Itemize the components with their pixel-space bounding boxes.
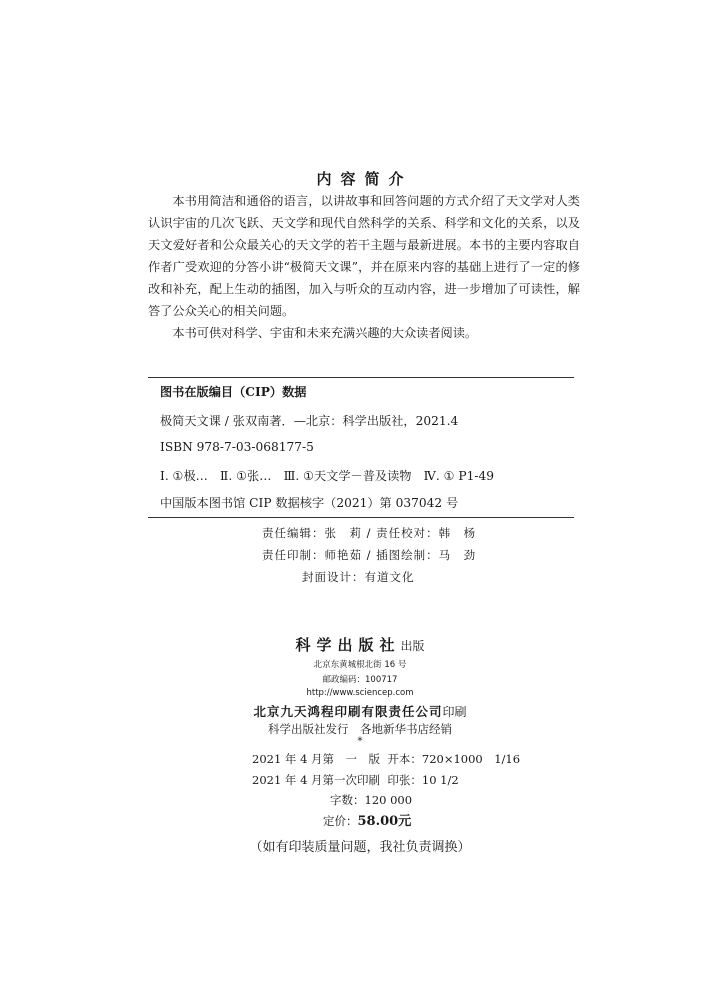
summary-body [148,190,580,344]
spec-word-count: 字数：120 000 [330,793,413,807]
publisher-postcode: 邮政编码：100717 [322,675,398,685]
cip-heading: 图书在版编目（CIP）数据 [160,385,307,399]
printer-suffix: 印刷 [442,705,467,719]
price-value: 58.00元 [357,814,412,829]
spec-edition-line [252,751,520,767]
cip-book-line: 极简天文课 / 张双南著．—北京：科学出版社，2021.4 [160,414,459,428]
separator-star: * [357,736,363,747]
credits-editor-proofreader: 责任编辑：张 莉 / 责任校对：韩 杨 [262,526,477,540]
cip-isbn: ISBN 978-7-03-068177-5 [160,440,314,454]
printer-line [0,701,720,720]
publisher-name: 科学出版社 [295,636,401,654]
publisher-suffix: 出版 [400,639,425,653]
summary-paragraph: 本书可供对科学、宇宙和未来充满兴趣的大众读者阅读。 [172,326,478,340]
spec-sheets: 印张：10 1/2 [387,773,459,787]
summary-paragraph: 本书用简洁和通俗的语言，以讲故事和回答问题的方式介绍了天文学对人类认识宇宙的几次飞跃、天文学和现代自然科学的关系、科学和文化的关系，以及天文爱好者和公众最关心的天文学的若干主题与最新进展。本书的主要内容取自作者广受欢迎的分答小讲“极简天文课”，并在原来内容的基础上进行了一定的修改和补充，配上生动的插图，加入与听众的互动内容，进一步增加了可读性，解答了公众关心的相关问题。 [148,194,580,318]
quality-notice: （如有印装质量问题，我社负责调换） [249,840,471,855]
printer-name: 北京九天鸿程印刷有限责任公司 [253,704,443,719]
spec-printing-line [252,772,459,788]
spec-format: 开本：720×1000 1/16 [387,752,521,766]
publisher-url: http://www.sciencep.com [306,688,414,698]
price-label: 定价： [323,814,358,828]
cip-top-rule [148,377,574,378]
publisher-address: 北京东黄城根北街 16 号 [313,660,407,670]
spec-edition: 2021 年 4 月第 一 版 [252,752,381,766]
credits-cover-design: 封面设计：有道文化 [302,570,415,584]
summary-title: 内容简介 [316,170,413,188]
credits-printing-illustration: 责任印制：师艳茹 / 插图绘制：马 劲 [262,548,477,562]
publisher-name-line [0,634,720,655]
cip-bottom-rule [148,517,574,518]
spec-printing: 2021 年 4 月第一次印刷 [252,773,381,787]
cip-core-number: 中国版本图书馆 CIP 数据核字（2021）第 037042 号 [160,496,459,510]
cip-classification: Ⅰ. ①极… Ⅱ. ①张… Ⅲ. ①天文学－普及读物 Ⅳ. ① P1-49 [160,469,494,483]
distribution-line: 科学出版社发行 各地新华书店经销 [268,722,452,736]
spec-price-line [323,810,411,829]
